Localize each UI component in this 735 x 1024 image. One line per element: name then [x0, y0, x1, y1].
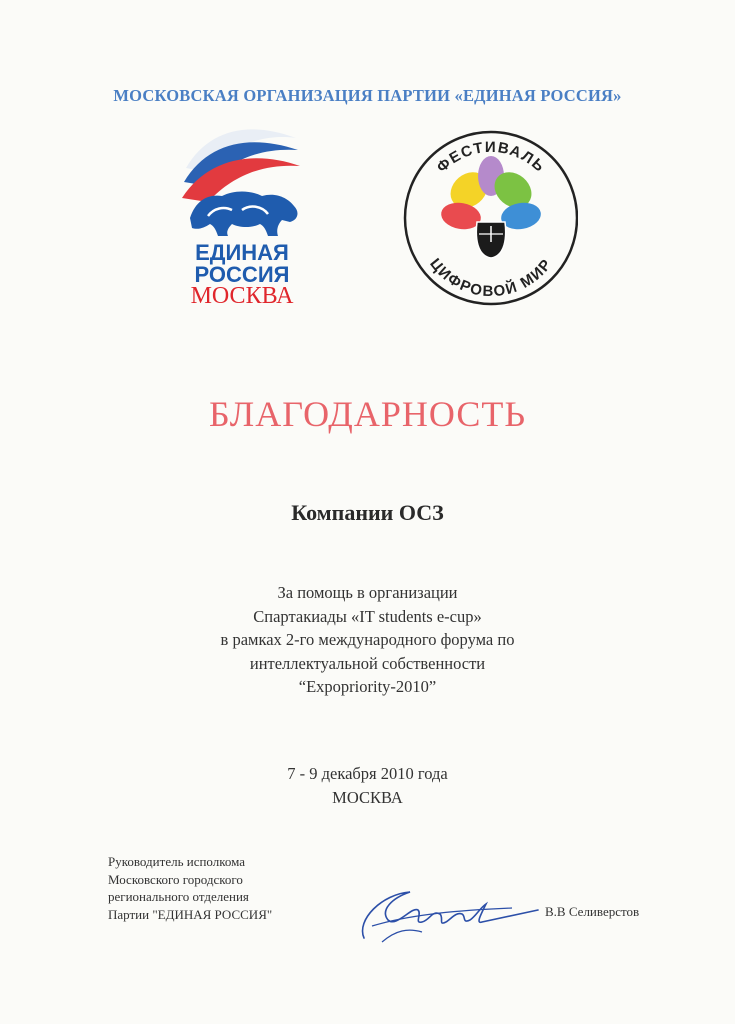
festival-top-text: ФЕСТИВАЛЬ — [433, 138, 549, 177]
signatory-role-line: Руководитель исполкома — [108, 854, 246, 869]
united-russia-moscow-logo — [178, 120, 306, 306]
citation-line: Спартакиады «IT students e-cup» — [253, 606, 482, 626]
handwritten-signature — [352, 880, 542, 950]
citation-line: интеллектуальной собственности — [249, 653, 486, 673]
signatory-role — [108, 853, 272, 923]
citation-line: За помощь в организации — [277, 583, 458, 602]
certificate-title: БЛАГОДАРНОСТЬ — [209, 394, 526, 434]
citation-line: в рамках 2-го международного форума по — [220, 630, 515, 649]
digital-world-festival-logo — [403, 118, 578, 318]
svg-text:ЦИФРОВОЙ МИР — [426, 255, 555, 300]
logo-line-1: ЕДИНАЯ — [195, 240, 289, 265]
organization-header: МОСКОВСКАЯ ОРГАНИЗАЦИЯ ПАРТИИ «ЕДИНАЯ РОССИЯ» — [113, 86, 622, 105]
bear-icon — [190, 192, 297, 237]
signatory-name: В.В Селиверстов — [545, 904, 640, 919]
logo-line-3: МОСКВА — [190, 283, 294, 306]
festival-bottom-text: ЦИФРОВОЙ МИР — [426, 255, 556, 301]
recipient-name: Компании ОСЗ — [291, 500, 444, 525]
event-date-block — [0, 762, 735, 810]
logo-line-2: РОССИЯ — [194, 262, 290, 287]
citation-line: “Expopriority-2010” — [298, 677, 437, 696]
signatory-role-line: Партии "ЕДИНАЯ РОССИЯ" — [108, 906, 273, 922]
signatory-role-line: регионального отделения — [108, 889, 249, 904]
event-city: МОСКВА — [332, 788, 403, 807]
signatory-role-line: Московского городского — [108, 871, 243, 887]
event-dates: 7 - 9 декабря 2010 года — [287, 764, 448, 783]
citation-text — [0, 581, 735, 699]
